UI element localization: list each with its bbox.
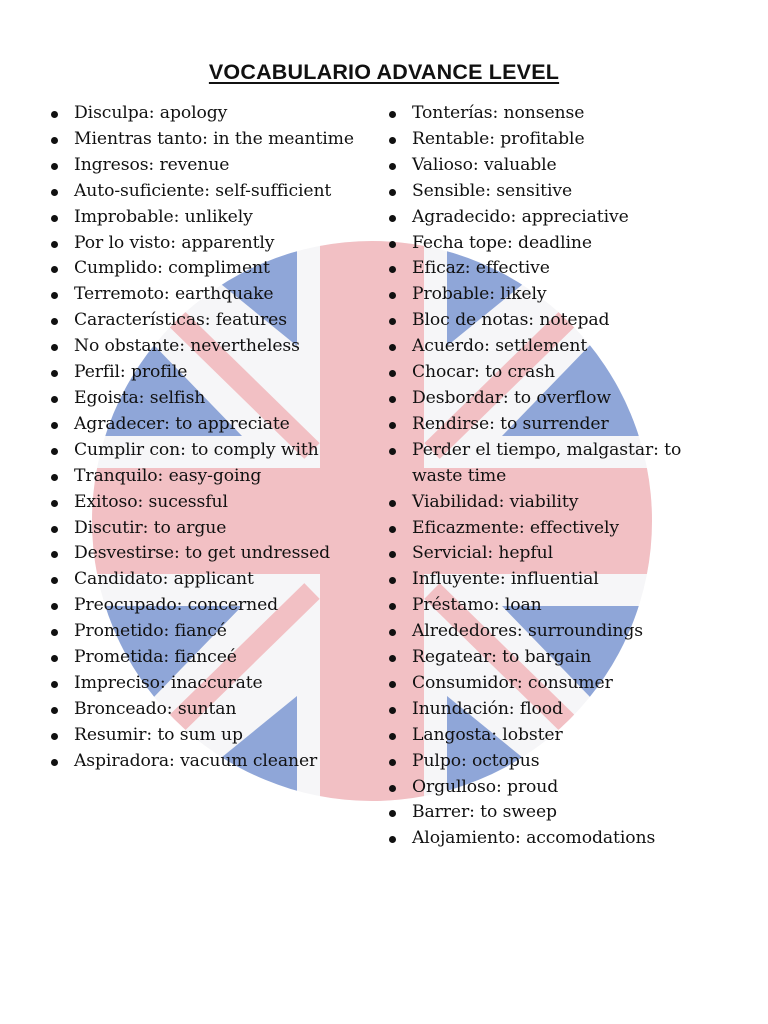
- bullet-icon: [389, 681, 396, 688]
- vocabulary-item-text: Pulpo: octopus: [412, 750, 540, 771]
- vocabulary-item: [49, 464, 369, 490]
- vocabulary-item: [387, 567, 687, 593]
- bullet-icon: [389, 292, 396, 299]
- vocabulary-item-text: Alojamiento: accomodations: [412, 828, 656, 849]
- bullet-icon: [389, 396, 396, 403]
- bullet-icon: [389, 344, 396, 351]
- vocabulary-item-text: Características: features: [74, 310, 287, 331]
- vocabulary-item-text: Auto-suficiente: self-sufficient: [74, 180, 332, 201]
- vocabulary-item-text: Resumir: to sum up: [74, 724, 243, 745]
- bullet-icon: [389, 422, 396, 429]
- vocabulary-item: [49, 308, 369, 334]
- bullet-icon: [389, 733, 396, 740]
- vocabulary-item: [387, 490, 687, 516]
- bullet-icon: [51, 189, 58, 196]
- vocabulary-item: [387, 671, 687, 697]
- bullet-icon: [389, 526, 396, 533]
- vocabulary-item-text: Rentable: profitable: [412, 128, 585, 149]
- bullet-icon: [389, 785, 396, 792]
- vocabulary-item: [387, 826, 687, 852]
- vocabulary-item-text: Regatear: to bargain: [412, 647, 592, 668]
- vocabulary-item: [387, 101, 687, 127]
- vocabulary-item-text: Servicial: hepful: [412, 543, 553, 564]
- vocabulary-item: [49, 256, 369, 282]
- vocabulary-item: [49, 593, 369, 619]
- vocabulary-item-text: Langosta: lobster: [412, 724, 563, 745]
- bullet-icon: [51, 241, 58, 248]
- bullet-icon: [389, 137, 396, 144]
- vocabulary-item: [49, 179, 369, 205]
- vocabulary-item: [49, 153, 369, 179]
- bullet-icon: [51, 344, 58, 351]
- bullet-icon: [51, 681, 58, 688]
- vocabulary-item-text: Prometido: fiancé: [74, 621, 227, 642]
- vocabulary-item-text: Sensible: sensitive: [412, 180, 573, 201]
- bullet-icon: [389, 266, 396, 273]
- vocabulary-item: [387, 127, 687, 153]
- vocabulary-item: [49, 386, 369, 412]
- vocabulary-item: [387, 645, 687, 671]
- bullet-icon: [389, 111, 396, 118]
- vocabulary-item-text: Orgulloso: proud: [412, 776, 559, 797]
- vocabulary-item: [49, 282, 369, 308]
- vocabulary-item-text: Consumidor: consumer: [412, 672, 613, 693]
- bullet-icon: [389, 603, 396, 610]
- bullet-icon: [389, 629, 396, 636]
- vocabulary-item: [387, 360, 687, 386]
- bullet-icon: [51, 422, 58, 429]
- bullet-icon: [51, 577, 58, 584]
- vocabulary-item: [49, 438, 369, 464]
- vocabulary-item: [49, 334, 369, 360]
- vocabulary-item-text: Eficaz: effective: [412, 258, 550, 279]
- vocabulary-item: [387, 438, 687, 490]
- bullet-icon: [51, 551, 58, 558]
- vocabulary-item: [387, 256, 687, 282]
- bullet-icon: [51, 500, 58, 507]
- vocabulary-item-text: Eficazmente: effectively: [412, 517, 619, 538]
- vocabulary-item: [387, 541, 687, 567]
- vocabulary-item: [387, 593, 687, 619]
- vocabulary-item-text: Viabilidad: viability: [412, 491, 579, 512]
- vocabulary-item-text: Probable: likely: [412, 284, 547, 305]
- vocabulary-item: [49, 567, 369, 593]
- vocabulary-item-text: Candidato: applicant: [74, 569, 254, 590]
- vocabulary-list-right: [387, 101, 687, 852]
- vocabulary-item-text: Prometida: fianceé: [74, 647, 237, 668]
- vocabulary-item: [387, 775, 687, 801]
- bullet-icon: [389, 163, 396, 170]
- vocabulary-item: [387, 412, 687, 438]
- bullet-icon: [389, 448, 396, 455]
- bullet-icon: [51, 603, 58, 610]
- vocabulary-item-text: Improbable: unlikely: [74, 206, 253, 227]
- vocabulary-item: [387, 386, 687, 412]
- vocabulary-item-text: Mientras tanto: in the meantime: [74, 128, 354, 149]
- bullet-icon: [389, 655, 396, 662]
- vocabulary-item-text: Valioso: valuable: [412, 154, 557, 175]
- vocabulary-item: [49, 360, 369, 386]
- vocabulary-item-text: Chocar: to crash: [412, 362, 556, 383]
- vocabulary-item-text: Desvestirse: to get undressed: [74, 543, 331, 564]
- vocabulary-item-text: Desbordar: to overflow: [412, 387, 611, 408]
- vocabulary-item-text: Preocupado: concerned: [74, 595, 279, 616]
- vocabulary-item: [49, 101, 369, 127]
- vocabulary-item-text: Terremoto: earthquake: [74, 284, 274, 305]
- vocabulary-item: [387, 231, 687, 257]
- vocabulary-item-text: Alrededores: surroundings: [412, 621, 643, 642]
- vocabulary-item: [387, 800, 687, 826]
- vocabulary-item-text: Perder el tiempo, malgastar: to waste time: [412, 439, 682, 486]
- vocabulary-item-text: Perfil: profile: [74, 362, 188, 383]
- vocabulary-item: [387, 697, 687, 723]
- bullet-icon: [389, 318, 396, 325]
- vocabulary-item-text: Aspiradora: vacuum cleaner: [74, 750, 318, 771]
- bullet-icon: [389, 370, 396, 377]
- vocabulary-item-text: Disculpa: apology: [74, 103, 228, 123]
- vocabulary-item: [387, 153, 687, 179]
- vocabulary-item-text: Por lo visto: apparently: [74, 232, 275, 253]
- vocabulary-list-left: [49, 101, 369, 775]
- vocabulary-item: [49, 231, 369, 257]
- vocabulary-item-text: Acuerdo: settlement: [412, 336, 588, 357]
- vocabulary-item: [387, 205, 687, 231]
- vocabulary-item-text: Inundación: flood: [412, 698, 563, 719]
- vocabulary-item-text: Ingresos: revenue: [74, 154, 230, 175]
- bullet-icon: [51, 733, 58, 740]
- bullet-icon: [389, 810, 396, 817]
- vocabulary-item-text: Discutir: to argue: [74, 517, 227, 538]
- bullet-icon: [389, 215, 396, 222]
- bullet-icon: [51, 111, 58, 118]
- bullet-icon: [389, 500, 396, 507]
- bullet-icon: [51, 215, 58, 222]
- vocabulary-item: [387, 179, 687, 205]
- vocabulary-item-text: Agradecido: appreciative: [412, 206, 629, 227]
- bullet-icon: [51, 448, 58, 455]
- bullet-icon: [51, 318, 58, 325]
- vocabulary-item: [387, 516, 687, 542]
- vocabulary-item-text: Bloc de notas: notepad: [412, 310, 610, 331]
- bullet-icon: [51, 370, 58, 377]
- bullet-icon: [51, 655, 58, 662]
- vocabulary-item: [387, 723, 687, 749]
- vocabulary-item: [49, 205, 369, 231]
- bullet-icon: [389, 836, 396, 843]
- bullet-icon: [389, 241, 396, 248]
- bullet-icon: [389, 551, 396, 558]
- vocabulary-item-text: Rendirse: to surrender: [412, 413, 609, 434]
- vocabulary-item-text: Bronceado: suntan: [74, 698, 237, 719]
- bullet-icon: [51, 292, 58, 299]
- bullet-icon: [51, 396, 58, 403]
- vocabulary-item-text: Impreciso: inaccurate: [74, 672, 263, 693]
- vocabulary-item: [49, 723, 369, 749]
- vocabulary-item: [387, 308, 687, 334]
- vocabulary-item: [49, 490, 369, 516]
- vocabulary-item: [387, 619, 687, 645]
- vocabulary-item: [49, 645, 369, 671]
- bullet-icon: [51, 137, 58, 144]
- vocabulary-item-text: Agradecer: to appreciate: [74, 413, 290, 434]
- bullet-icon: [51, 266, 58, 273]
- vocabulary-item-text: No obstante: nevertheless: [74, 336, 300, 357]
- vocabulary-item: [387, 282, 687, 308]
- vocabulary-item-text: Barrer: to sweep: [412, 802, 557, 823]
- vocabulary-item: [387, 334, 687, 360]
- bullet-icon: [389, 577, 396, 584]
- vocabulary-item: [49, 697, 369, 723]
- vocabulary-item-text: Cumplido: compliment: [74, 258, 270, 279]
- vocabulary-item-text: Exitoso: sucessful: [74, 491, 228, 512]
- vocabulary-item: [49, 619, 369, 645]
- vocabulary-item: [49, 749, 369, 775]
- bullet-icon: [389, 189, 396, 196]
- vocabulary-item: [49, 412, 369, 438]
- bullet-icon: [51, 629, 58, 636]
- vocabulary-item: [387, 749, 687, 775]
- bullet-icon: [51, 759, 58, 766]
- vocabulary-item: [49, 671, 369, 697]
- bullet-icon: [51, 163, 58, 170]
- page-title: VOCABULARIO ADVANCE LEVEL: [208, 60, 560, 84]
- vocabulary-item-text: Tranquilo: easy-going: [74, 465, 262, 486]
- bullet-icon: [51, 526, 58, 533]
- bullet-icon: [389, 707, 396, 714]
- vocabulary-item-text: Cumplir con: to comply with: [74, 439, 319, 460]
- bullet-icon: [389, 759, 396, 766]
- bullet-icon: [51, 474, 58, 481]
- vocabulary-item: [49, 127, 369, 153]
- bullet-icon: [51, 707, 58, 714]
- vocabulary-item-text: Influyente: influential: [412, 569, 599, 590]
- vocabulary-item-text: Tonterías: nonsense: [412, 103, 585, 123]
- vocabulary-item-text: Fecha tope: deadline: [412, 232, 592, 253]
- vocabulary-item: [49, 516, 369, 542]
- vocabulary-item-text: Egoista: selfish: [74, 387, 206, 408]
- vocabulary-item-text: Préstamo: loan: [412, 595, 542, 616]
- vocabulary-item: [49, 541, 369, 567]
